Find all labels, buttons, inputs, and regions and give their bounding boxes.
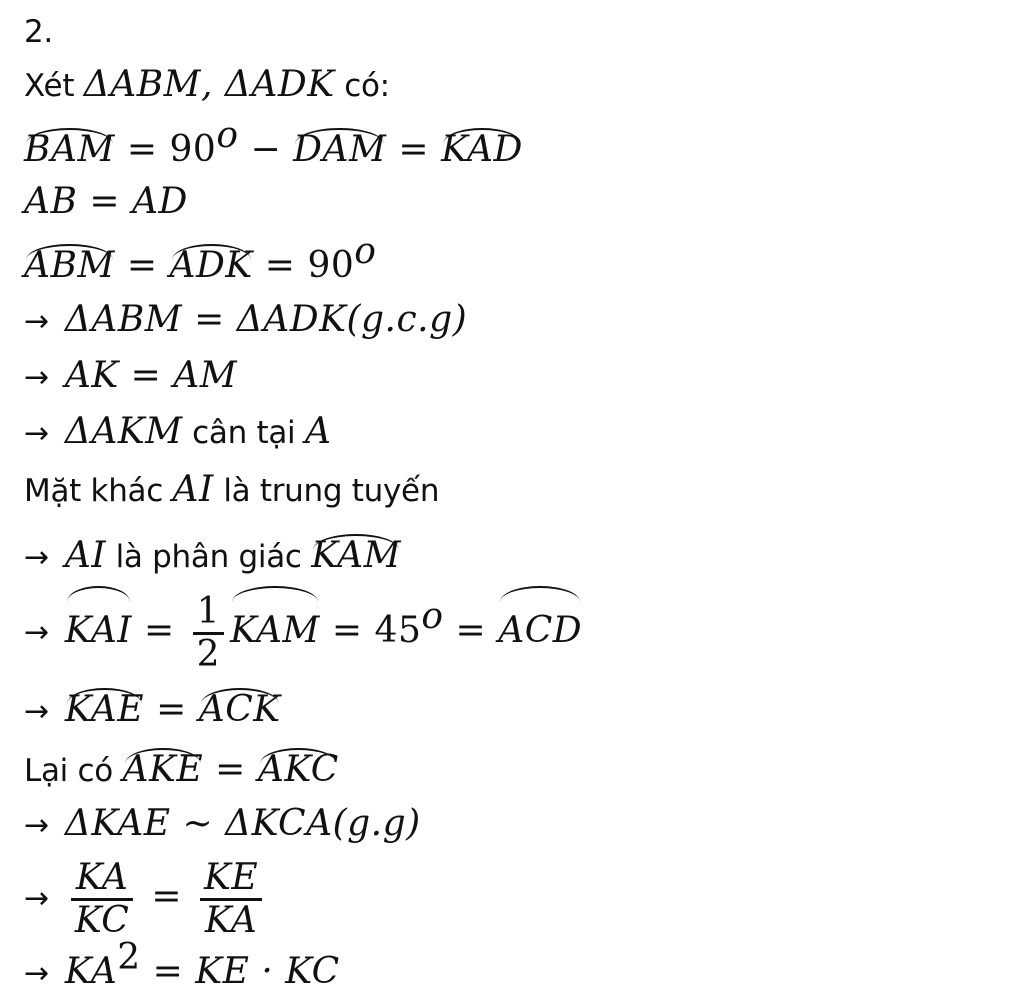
angle-bam: BAM	[24, 124, 115, 170]
arrow-icon: →	[24, 956, 49, 991]
degree-sup: o	[421, 596, 444, 637]
line-similar	[24, 804, 421, 846]
equals-sign: =	[126, 129, 158, 170]
equals-sign: =	[455, 610, 487, 651]
text: Lại có	[24, 753, 123, 789]
angle-akc: AKC	[258, 744, 339, 790]
math-congruence: ΔABM = ΔADK(g.c.g)	[64, 299, 468, 340]
square-sup: 2	[117, 937, 141, 978]
text: có:	[334, 68, 390, 104]
numerator: 1	[196, 591, 221, 633]
degree-sup: o	[354, 231, 377, 272]
arrow-icon: →	[24, 615, 49, 650]
angle-adk: ADK	[170, 240, 253, 286]
number: 45	[374, 610, 422, 651]
line-ak-am	[24, 356, 237, 398]
math-ai: AI	[172, 469, 214, 510]
arrow-icon: →	[24, 540, 49, 575]
text: cân tại	[182, 415, 305, 451]
equals-sign: =	[398, 129, 430, 170]
text: Mặt khác	[24, 473, 173, 509]
angle-acd: ACD	[498, 582, 582, 674]
number: 90	[307, 245, 355, 286]
line-consider-triangles	[24, 65, 390, 106]
line-half-angle	[24, 582, 582, 676]
math-ai: AI	[64, 535, 107, 576]
line-kae-ack	[24, 684, 281, 732]
arrow-icon: →	[24, 694, 49, 729]
line-isosceles	[24, 412, 331, 454]
equals-sign: =	[156, 689, 187, 730]
angle-kam: KAM	[311, 530, 401, 576]
equals-sign: =	[151, 876, 182, 917]
line-congruent	[24, 300, 467, 342]
degree-sup: o	[216, 115, 239, 156]
fraction-ka-kc	[71, 858, 133, 941]
math-a: A	[304, 411, 332, 452]
line-ab-ad	[24, 182, 188, 223]
equals-sign: =	[144, 610, 175, 651]
denominator: 2	[196, 633, 221, 675]
line-ratio	[24, 850, 268, 946]
arrow-icon: →	[24, 808, 49, 843]
math-similarity: ΔKAE ∼ ΔKCA(g.g)	[64, 803, 421, 844]
line-right-angles	[24, 231, 377, 287]
angle-ack: ACK	[199, 684, 281, 730]
number: 90	[169, 129, 217, 170]
line-median	[24, 470, 439, 511]
fraction-half	[193, 592, 224, 675]
arrow-icon: →	[24, 416, 49, 451]
denominator: KC	[74, 899, 130, 941]
math-ak-am: AK = AM	[64, 355, 238, 396]
equals-sign: =	[215, 749, 246, 790]
minus-sign: −	[250, 129, 282, 170]
text: là trung tuyến	[213, 473, 440, 509]
line-also-have	[24, 744, 339, 791]
line-angle-bam	[24, 115, 523, 171]
text: Xét	[24, 68, 84, 104]
angle-kad: KAD	[441, 124, 523, 170]
line-conclusion	[24, 937, 340, 994]
text: là phân giác	[106, 539, 312, 575]
angle-kam: KAM	[230, 582, 320, 674]
angle-kae: KAE	[65, 684, 144, 730]
angle-kai: KAI	[65, 582, 132, 674]
denominator: KA	[204, 899, 258, 941]
equals-sign: =	[126, 245, 158, 286]
numerator: KA	[75, 857, 129, 899]
numerator: KE	[204, 857, 259, 899]
fraction-ke-ka	[200, 858, 262, 941]
arrow-icon: →	[24, 304, 49, 339]
math-triangles: ΔABM, ΔADK	[83, 64, 335, 105]
angle-abm: ABM	[24, 240, 115, 286]
problem-number: 2.	[24, 14, 53, 50]
line-bisector	[24, 530, 401, 578]
equals-sign: =	[264, 245, 296, 286]
angle-dam: DAM	[293, 124, 386, 170]
math-ab-ad: AB = AD	[24, 181, 188, 222]
angle-ake: AKE	[123, 744, 204, 790]
equals-sign: =	[331, 610, 363, 651]
arrow-icon: →	[24, 360, 49, 395]
math-ke-kc: = KE · KC	[140, 951, 340, 992]
arrow-icon: →	[24, 881, 49, 916]
math-ka: KA	[64, 951, 118, 992]
math-akm: ΔAKM	[64, 411, 183, 452]
